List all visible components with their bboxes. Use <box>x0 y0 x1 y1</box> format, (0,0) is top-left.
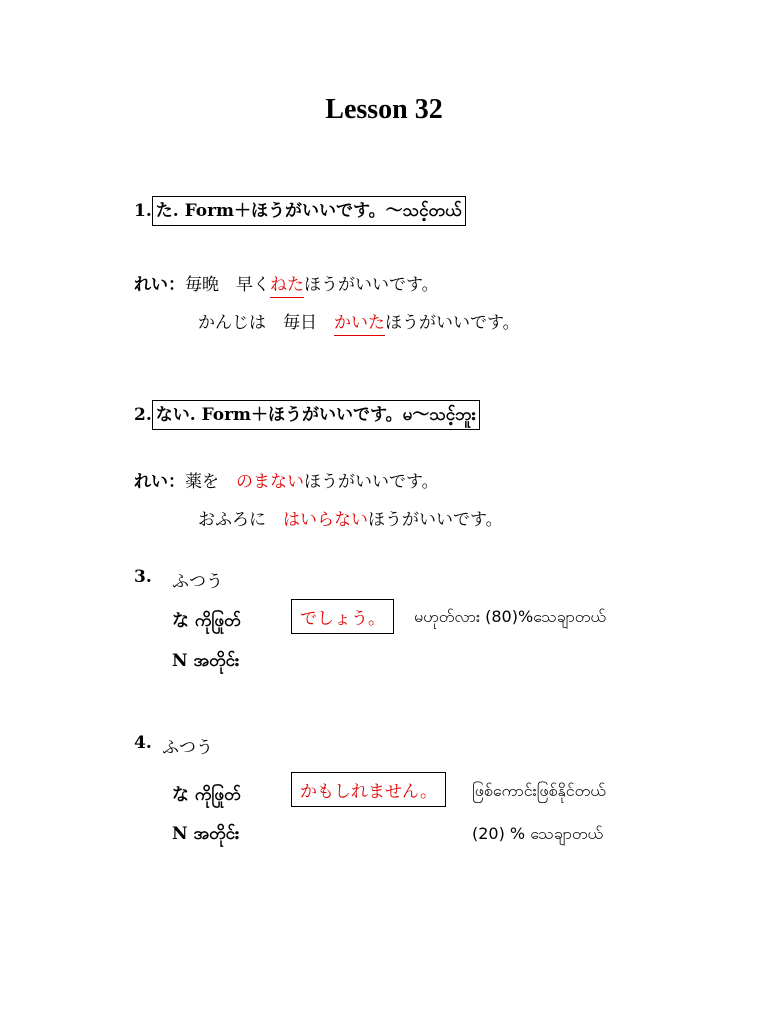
section-1-rule-box: た. Form＋ほうがいいです。～သင့်တယ် <box>152 196 466 226</box>
section-2-header <box>134 400 480 429</box>
page-title: Lesson 32 <box>325 94 443 125</box>
section-4-meaning: ဖြစ်ကောင်းဖြစ်နိုင်တယ် <box>472 781 606 800</box>
section-2-example-2 <box>198 505 503 530</box>
example-label: れい： <box>134 472 185 492</box>
section-4-number: 4. <box>134 733 152 753</box>
highlighted-verb: のまない <box>236 472 304 492</box>
section-4-heading: ふつう <box>162 738 213 758</box>
section-3-grammar-box: でしょう。 <box>291 599 394 634</box>
section-3-meaning: မဟုတ်လား (80)%သေချာတယ် <box>414 607 606 626</box>
section-1-example-1 <box>134 270 439 295</box>
section-2-rule-box: ない. Form＋ほうがいいです。မ～သင့်ဘူး <box>152 400 480 430</box>
example-ending: ほうがいいです。 <box>385 313 520 333</box>
highlighted-verb: ねた <box>270 275 304 298</box>
example-text: 毎晩 早く <box>185 275 270 295</box>
example-ending: ほうがいいです。 <box>304 472 439 492</box>
example-label: れい： <box>134 275 185 295</box>
section-2-number: 2. <box>134 405 152 425</box>
example-text: 薬を <box>185 472 236 492</box>
section-4-grammar-box: かもしれません。 <box>291 772 446 807</box>
highlighted-verb: はいらない <box>283 510 368 530</box>
section-4-certainty: (20) % သေချာတယ် <box>472 824 603 843</box>
highlighted-verb: かいた <box>334 313 385 336</box>
section-3-number: 3. <box>134 567 152 587</box>
section-3-row-1-label: な ကိုဖြုတ် <box>172 611 241 631</box>
section-3-heading: ふつう <box>172 572 223 592</box>
example-ending: ほうがいいです。 <box>304 275 439 295</box>
section-4-row-1-label: な ကိုဖြုတ် <box>172 785 241 805</box>
section-2-example-1 <box>134 467 439 492</box>
section-1-header <box>134 196 466 225</box>
section-1-example-2 <box>198 308 520 333</box>
section-1-number: 1. <box>134 201 152 221</box>
example-text: かんじは 毎日 <box>198 313 334 333</box>
section-3-row-2-label: N အတိုင်း <box>172 651 240 671</box>
section-4-row-2-label: N အတိုင်း <box>172 824 240 844</box>
example-ending: ほうがいいです。 <box>368 510 503 530</box>
example-text: おふろに <box>198 510 283 530</box>
